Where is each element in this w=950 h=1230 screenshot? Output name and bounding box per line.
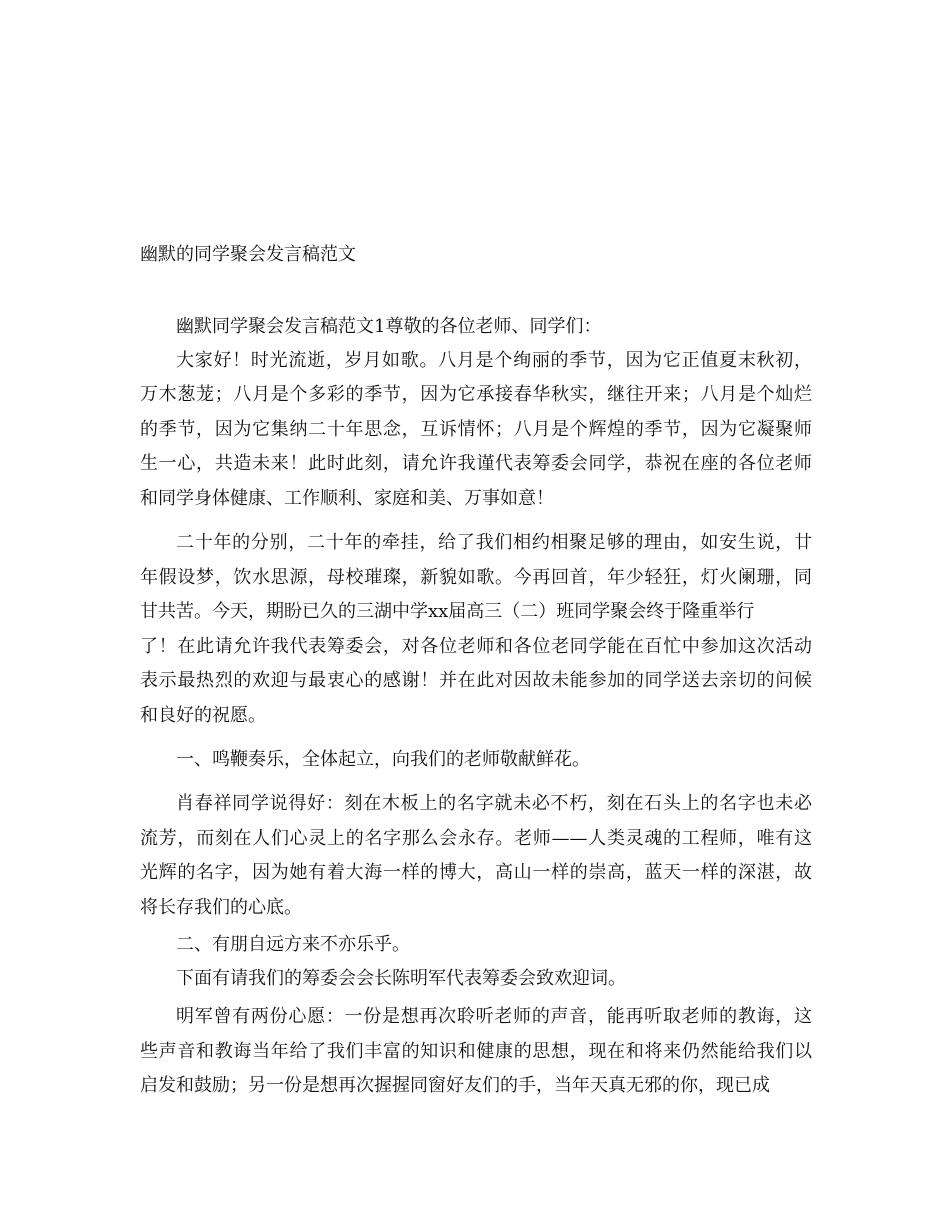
paragraph-line: 流芳，而刻在人们心灵上的名字那么会永存。老师——人类灵魂的工程师，唯有这	[140, 828, 812, 849]
paragraph-line: 生一心，共造未来！此时此刻，请允许我谨代表筹委会同学，恭祝在座的各位老师	[140, 453, 812, 474]
paragraph-line: 肖春祥同学说得好：刻在木板上的名字就未必不朽，刻在石头上的名字也未必	[176, 793, 812, 814]
paragraph-line: 了！在此请允许我代表筹委会，对各位老师和各位老同学能在百忙中参加这次活动	[140, 636, 812, 657]
paragraph-line: 和良好的祝愿。	[140, 705, 266, 726]
paragraph-line: 启发和鼓励；另一份是想再次握握同窗好友们的手，当年天真无邪的你，现已成	[140, 1075, 770, 1096]
paragraph-line: 二十年的分别，二十年的牵挂，给了我们相约相聚足够的理由，如安生说，廿	[176, 532, 812, 553]
paragraph-line: 下面有请我们的筹委会会长陈明军代表筹委会致欢迎词。	[176, 968, 626, 989]
paragraph-line: 大家好！时光流逝，岁月如歌。八月是个绚丽的季节，因为它正值夏末秋初，	[176, 350, 812, 371]
paragraph-line: 幽默同学聚会发言稿范文1尊敬的各位老师、同学们：	[176, 316, 602, 337]
paragraph-line: 万木葱茏；八月是个多彩的季节，因为它承接春华秋实，继往开来；八月是个灿烂	[140, 384, 812, 405]
paragraph-line: 明军曾有两份心愿：一份是想再次聆听老师的声音，能再听取老师的教诲，这	[176, 1006, 812, 1027]
paragraph-line: 的季节，因为它集纳二十年思念，互诉情怀；八月是个辉煌的季节，因为它凝聚师	[140, 419, 812, 440]
paragraph-line: 将长存我们的心底。	[140, 897, 302, 918]
paragraph-line: 些声音和教诲当年给了我们丰富的知识和健康的思想，现在和将来仍然能给我们以	[140, 1041, 812, 1062]
paragraph-line: 甘共苦。今天，期盼已久的三湖中学xx届高三（二）班同学聚会终于隆重举行	[140, 601, 755, 622]
paragraph-line: 年假设梦，饮水思源，母校璀璨，新貌如歌。今再回首，年少轻狂，灯火阑珊，同	[140, 567, 812, 588]
paragraph-line: 二、有朋自远方来不亦乐乎。	[176, 934, 410, 955]
paragraph-line: 和同学身体健康、工作顺利、家庭和美、万事如意！	[140, 488, 554, 509]
paragraph-line: 光辉的名字，因为她有着大海一样的博大，高山一样的崇高，蓝天一样的深湛，故	[140, 862, 812, 883]
paragraph-line: 一、鸣鞭奏乐，全体起立，向我们的老师敬献鲜花。	[176, 749, 590, 770]
paragraph-line: 表示最热烈的欢迎与最衷心的感谢！并在此对因故未能参加的同学送去亲切的问候	[140, 670, 812, 691]
document-title: 幽默的同学聚会发言稿范文	[140, 244, 356, 265]
